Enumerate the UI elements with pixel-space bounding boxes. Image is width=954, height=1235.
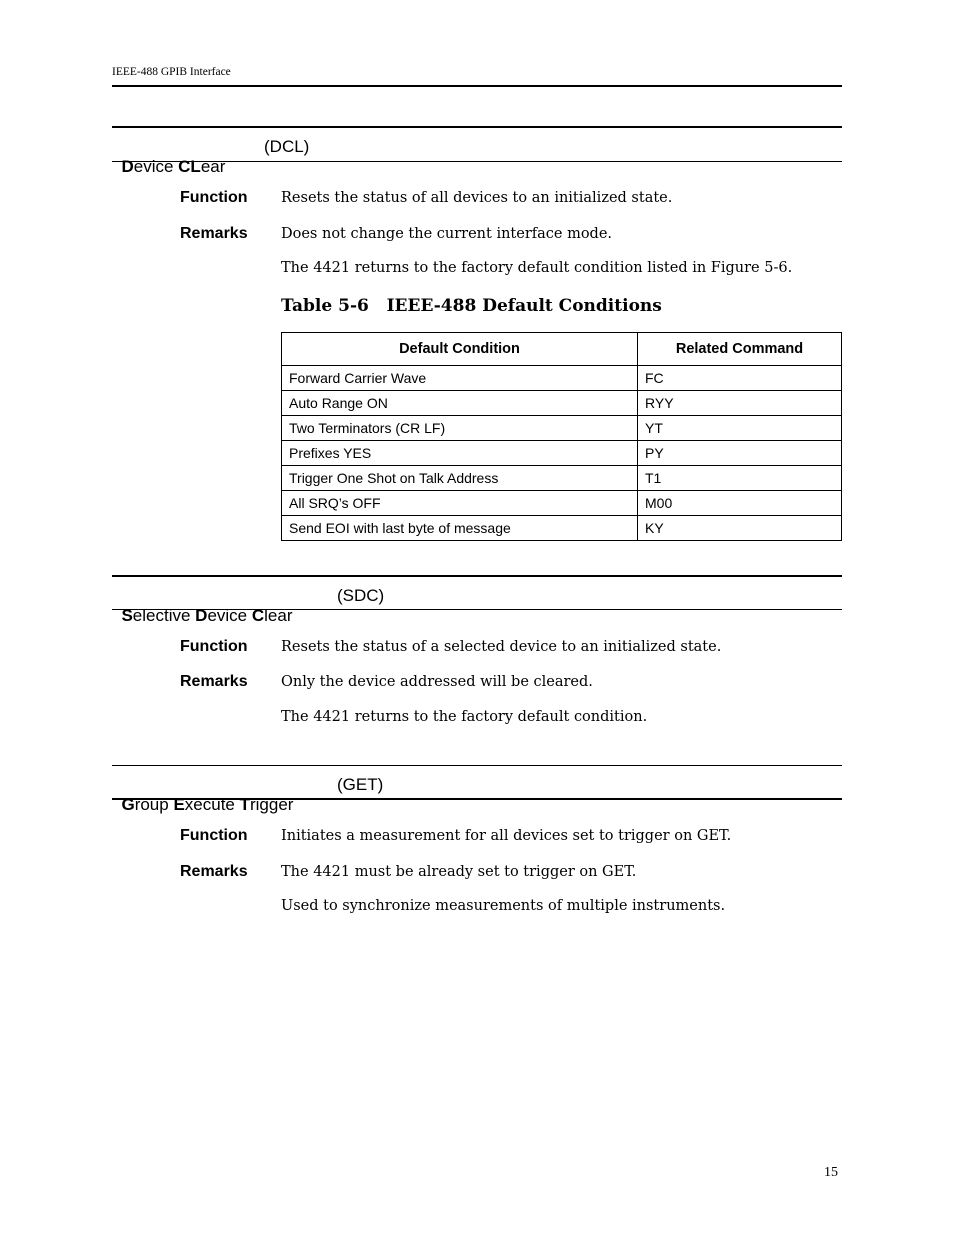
section-top-rule xyxy=(112,765,842,766)
remarks-text: Does not change the current interface mode. xyxy=(281,226,613,242)
title-part: E xyxy=(173,795,185,814)
function-label: Function xyxy=(180,638,248,655)
table-cell: Prefixes YES xyxy=(282,441,638,466)
table-caption-title: IEEE-488 Default Conditions xyxy=(386,296,662,316)
table-cell: RYY xyxy=(638,391,842,416)
table-row xyxy=(282,366,842,391)
table-row xyxy=(282,391,842,416)
default-conditions-table xyxy=(281,332,842,541)
title-part: D xyxy=(121,157,134,176)
section-abbr: (DCL) xyxy=(264,137,310,156)
function-label: Function xyxy=(180,189,248,206)
remarks-text: The 4421 must be already set to trigger on GET. xyxy=(281,864,637,880)
remarks-text: Used to synchronize measurements of multiple instruments. xyxy=(281,898,726,914)
remarks-text: Only the device addressed will be cleared. xyxy=(281,674,593,690)
section-abbr: (SDC) xyxy=(337,586,385,605)
section-title-dcl xyxy=(112,137,225,177)
table-header-row xyxy=(282,333,842,366)
remarks-label: Remarks xyxy=(180,863,248,880)
title-part: CL xyxy=(178,157,201,176)
table-caption-number: Table 5-6 xyxy=(281,296,369,316)
title-part: elective xyxy=(132,606,196,625)
remarks-label: Remarks xyxy=(180,673,248,690)
title-part: evice xyxy=(133,157,179,176)
table-cell: FC xyxy=(638,366,842,391)
function-text: Resets the status of all devices to an initialized state. xyxy=(281,190,673,206)
table-cell: Auto Range ON xyxy=(282,391,638,416)
function-label: Function xyxy=(180,827,248,844)
table-row xyxy=(282,491,842,516)
running-header: IEEE-488 GPIB Interface xyxy=(112,66,231,78)
table-row xyxy=(282,441,842,466)
table-caption xyxy=(281,296,662,316)
title-part: D xyxy=(195,606,208,625)
section-bottom-rule xyxy=(112,609,842,610)
title-part: rigger xyxy=(249,795,294,814)
title-part: T xyxy=(239,795,250,814)
remarks-label: Remarks xyxy=(180,225,248,242)
title-part: evice xyxy=(207,606,252,625)
title-part: roup xyxy=(134,795,174,814)
table-cell: M00 xyxy=(638,491,842,516)
title-part: xecute xyxy=(184,795,240,814)
table-cell: T1 xyxy=(638,466,842,491)
table-row xyxy=(282,516,842,541)
table-cell: Send EOI with last byte of message xyxy=(282,516,638,541)
table-row xyxy=(282,416,842,441)
function-text: Resets the status of a selected device to an initialized state. xyxy=(281,639,722,655)
title-part: C xyxy=(251,606,265,625)
title-part: S xyxy=(121,606,133,625)
function-text: Initiates a measurement for all devices set to trigger on GET. xyxy=(281,828,732,844)
title-part: G xyxy=(121,795,135,814)
section-bottom-rule xyxy=(112,798,842,800)
column-header: Default Condition xyxy=(282,333,638,366)
table-row xyxy=(282,466,842,491)
table-cell: YT xyxy=(638,416,842,441)
section-bottom-rule xyxy=(112,161,842,162)
section-top-rule xyxy=(112,575,842,577)
remarks-text: The 4421 returns to the factory default condition listed in Figure 5-6. xyxy=(281,260,793,276)
section-title-sdc xyxy=(112,586,293,626)
section-title-get xyxy=(112,775,293,815)
header-rule xyxy=(112,85,842,87)
section-abbr: (GET) xyxy=(337,775,384,794)
table-cell: All SRQ’s OFF xyxy=(282,491,638,516)
table-cell: PY xyxy=(638,441,842,466)
title-part: ear xyxy=(200,157,226,176)
remarks-text: The 4421 returns to the factory default condition. xyxy=(281,709,648,725)
table-cell: KY xyxy=(638,516,842,541)
column-header: Related Command xyxy=(638,333,842,366)
section-top-rule xyxy=(112,126,842,128)
page-number: 15 xyxy=(824,1165,838,1180)
table-cell: Two Terminators (CR LF) xyxy=(282,416,638,441)
table-cell: Forward Carrier Wave xyxy=(282,366,638,391)
title-part: lear xyxy=(264,606,293,625)
table-cell: Trigger One Shot on Talk Address xyxy=(282,466,638,491)
